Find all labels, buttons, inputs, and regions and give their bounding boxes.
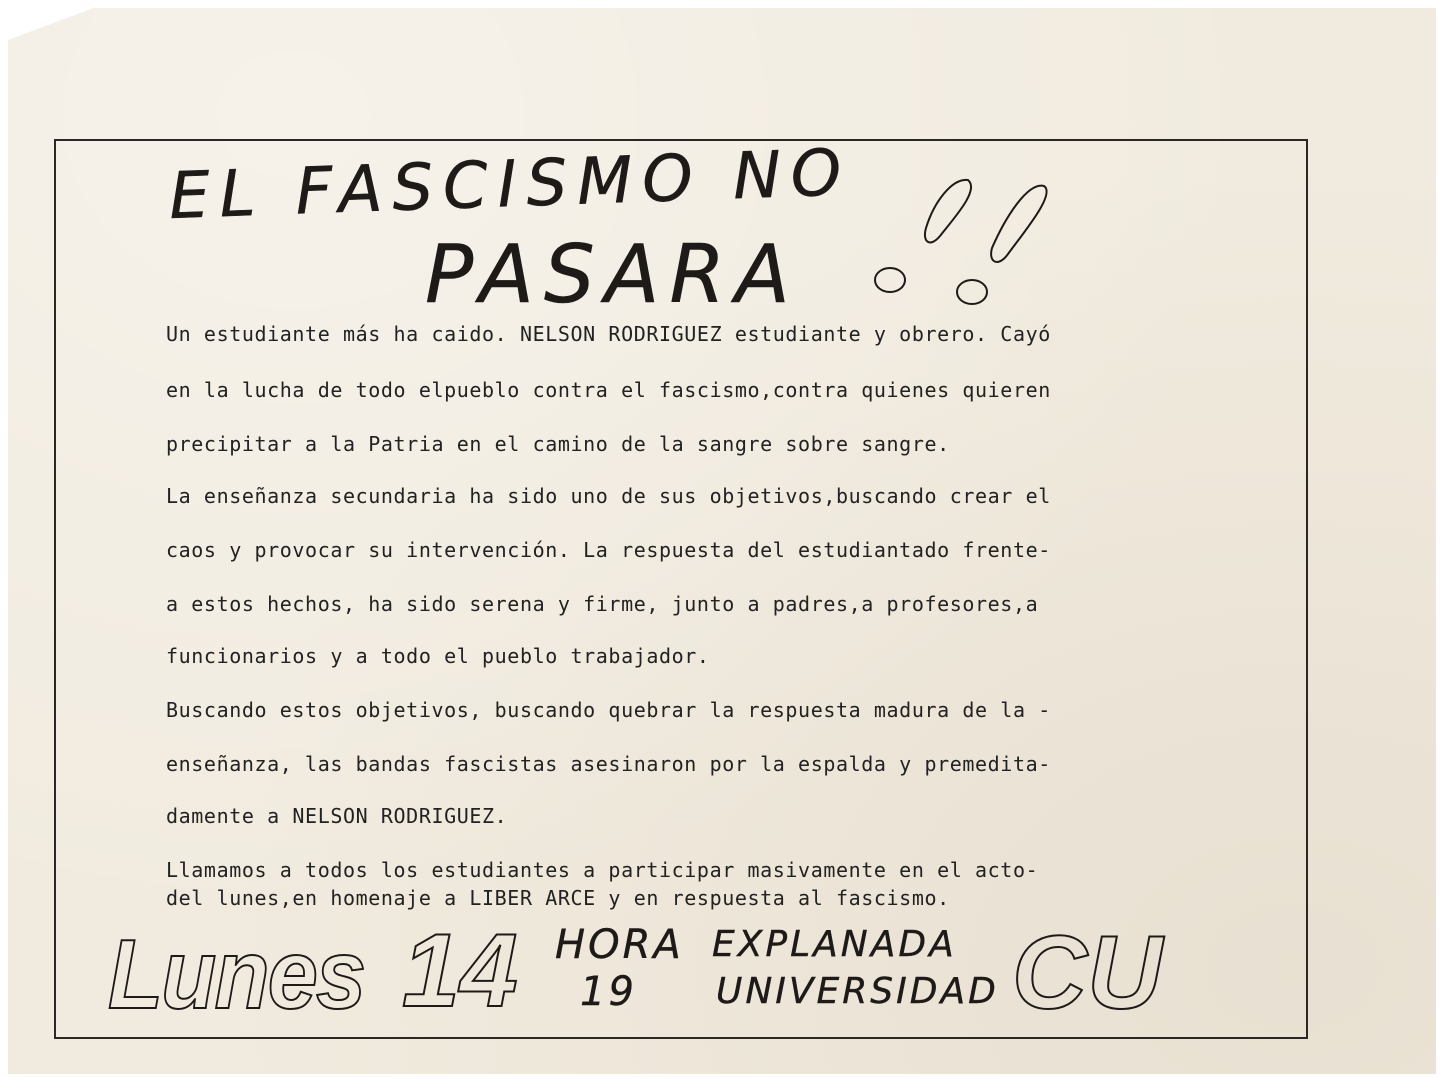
body-line: a estos hechos, ha sido serena y firme, junto a padres,a profesores,a — [166, 592, 1039, 616]
event-venue-line-2: UNIVERSIDAD — [716, 971, 999, 1012]
event-hour-label: HORA — [555, 922, 684, 968]
exclamation-marks-icon — [860, 172, 1060, 312]
headline-line-2: PASARA — [425, 228, 800, 321]
body-line: caos y provocar su intervención. La respuesta del estudiantado frente- — [166, 538, 1051, 562]
body-line: enseñanza, las bandas fascistas asesinaron por la espalda y premedita- — [166, 752, 1051, 776]
headline-line-1: EL FASCISMO NO — [168, 136, 853, 234]
event-place-code: CU — [1012, 915, 1163, 1031]
body-line: La enseñanza secundaria ha sido uno de sus objetivos,buscando crear el — [166, 484, 1051, 508]
body-line: Buscando estos objetivos, buscando quebrar la respuesta madura de la - — [166, 698, 1051, 722]
body-line: precipitar a la Patria en el camino de la sangre sobre sangre. — [166, 432, 950, 456]
body-line: Llamamos a todos los estudiantes a participar masivamente en el acto- — [166, 858, 1039, 882]
body-line: del lunes,en homenaje a LIBER ARCE y en respuesta al fascismo. — [166, 886, 950, 910]
event-venue-line-1: EXPLANADA — [712, 924, 957, 965]
event-day: Lunes — [108, 919, 365, 1029]
body-line: funcionarios y a todo el pueblo trabajador. — [166, 644, 710, 668]
body-line: Un estudiante más ha caido. NELSON RODRIGUEZ estudiante y obrero. Cayó — [166, 322, 1051, 346]
event-day-number: 14 — [402, 913, 518, 1029]
event-hour: 19 — [580, 969, 637, 1015]
body-line: damente a NELSON RODRIGUEZ. — [166, 804, 508, 828]
body-line: en la lucha de todo elpueblo contra el fascismo,contra quienes quieren — [166, 378, 1051, 402]
